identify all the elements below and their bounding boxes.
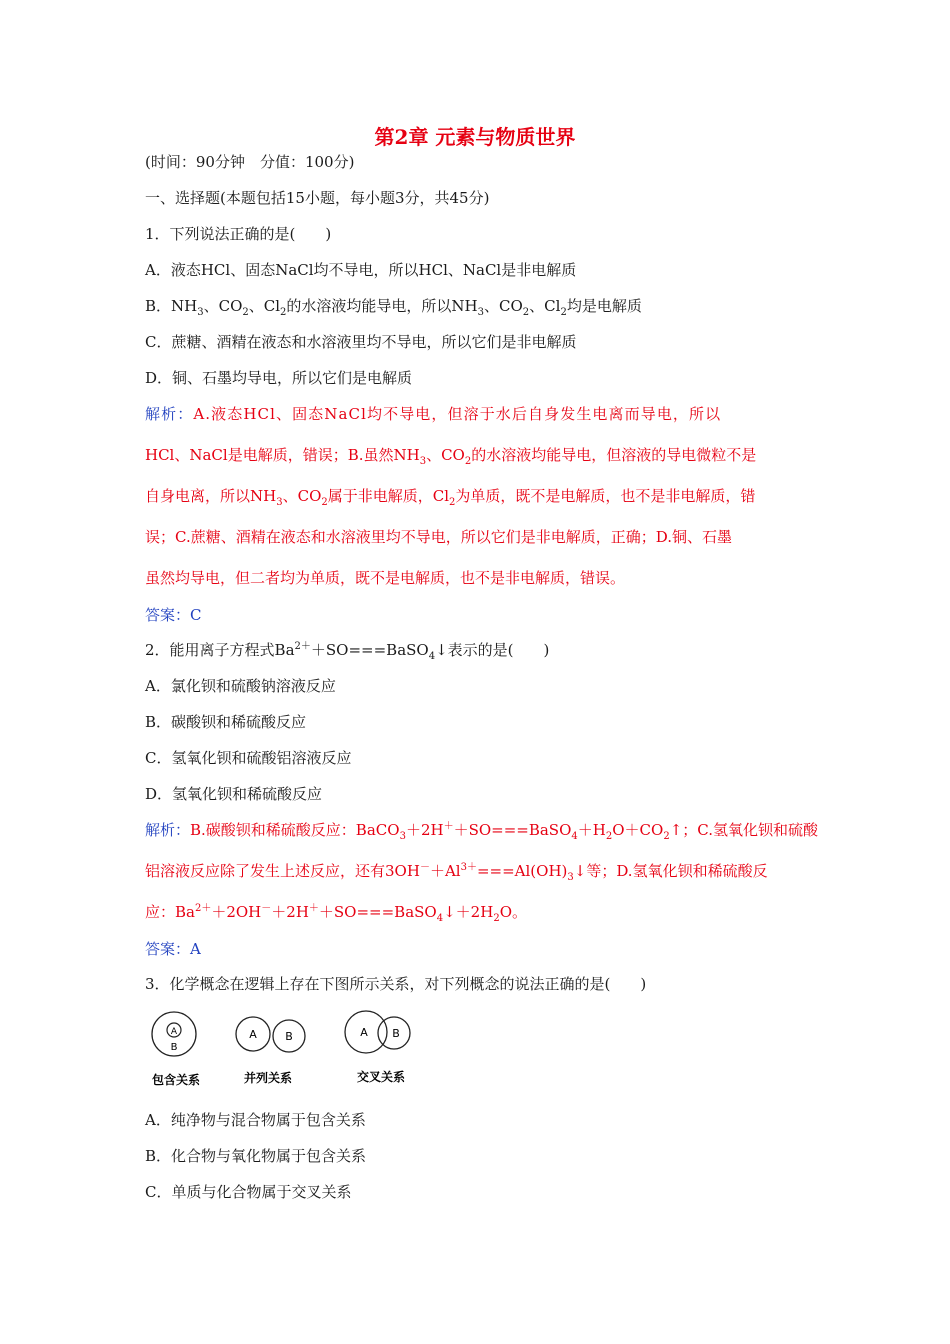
chapter-title: 第2章 元素与物质世界	[374, 125, 576, 149]
question-3-option-a: A．纯净物与混合物属于包含关系	[145, 1111, 366, 1129]
question-3-option-c: C．单质与化合物属于交叉关系	[145, 1183, 352, 1201]
explanation-label: 解析：	[145, 821, 191, 839]
question-1-option-c: C．蔗糖、酒精在液态和水溶液里均不导电，所以它们是非电解质	[145, 333, 577, 351]
caption-containment: 包含关系	[151, 1073, 201, 1087]
question-2-option-b: B．碳酸钡和稀硫酸反应	[145, 713, 307, 731]
question-2-option-d: D．氢氧化钡和稀硫酸反应	[145, 785, 323, 803]
concept-relation-figure	[140, 1008, 430, 1093]
section-heading: 一、选择题(本题包括15小题，每小题3分，共45分)	[145, 189, 490, 207]
question-1-explanation-line-5: 虽然均导电，但二者均为单质，既不是电解质，也不是非电解质，错误。	[145, 569, 626, 587]
question-2-explanation-line-3: 应：$Ba^{2+}+2OH^-+2H^++SO===BaSO_4↓+2H_2O$。	[145, 903, 527, 924]
question-1-option-d: D．铜、石墨均导电，所以它们是电解质	[145, 369, 413, 387]
question-2-explanation-line-1: 解析：B.碳酸钡和稀硫酸反应：$BaCO_3+2H^++SO===BaSO_4+H_2O+CO_2↑$；C.氢氧化钡和硫酸	[145, 821, 818, 842]
question-3-option-b: B．化合物与氧化物属于包含关系	[145, 1147, 367, 1165]
question-2-option-c: C．氢氧化钡和硫酸铝溶液反应	[145, 749, 352, 767]
parallel-label-a: A	[249, 1028, 257, 1041]
question-2-answer: 答案：A	[145, 940, 201, 958]
question-1-stem: 1．下列说法正确的是( )	[145, 225, 332, 243]
question-2-explanation-line-2: 铝溶液反应除了发生上述反应，还有$3OH^-+Al^{3+}===Al(OH)_3↓$等；D.氢氧化钡和稀硫酸反	[145, 862, 768, 883]
question-2-option-a: A．氯化钡和硫酸钠溶液反应	[145, 677, 336, 695]
question-1-explanation-line-3: 自身电离，所以$NH_3$、$CO_2$属于非电解质，$Cl_2$为单质，既不是电解质，也不是非电解质，错	[145, 487, 756, 508]
question-1-explanation-line-2: HCl、NaCl是电解质，错误；B.虽然$NH_3$、$CO_2$的水溶液均能导电，但溶液的导电微粒不是	[145, 446, 757, 467]
containment-label-b: B	[170, 1042, 178, 1053]
question-1-answer: 答案：C	[145, 606, 202, 624]
intersection-label-a: A	[360, 1026, 368, 1039]
containment-label-a: A	[170, 1027, 178, 1037]
exam-meta: (时间：90分钟 分值：100分)	[145, 153, 355, 171]
question-1-explanation-line-1: 解析：A.液态HCl、固态NaCl均不导电，但溶于水后自身发生电离而导电，所以	[145, 405, 722, 423]
question-2-stem: 2．能用离子方程式$Ba^{2+}+SO===BaSO_4↓$表示的是( )	[145, 641, 550, 662]
intersection-label-b: B	[392, 1027, 400, 1040]
caption-parallel: 并列关系	[243, 1071, 293, 1085]
parallel-label-b: B	[285, 1030, 293, 1043]
question-1-option-a: A．液态HCl、固态NaCl均不导电，所以HCl、NaCl是非电解质	[145, 261, 577, 279]
question-1-option-b: B．$NH_3$、$CO_2$、$Cl_2$的水溶液均能导电，所以$NH_3$、$CO_2$、$Cl_2$均是电解质	[145, 297, 642, 318]
question-1-explanation-line-4: 误；C.蔗糖、酒精在液态和水溶液里均不导电，所以它们是非电解质，正确；D.铜、石墨	[145, 528, 732, 546]
question-3-stem: 3．化学概念在逻辑上存在下图所示关系，对下列概念的说法正确的是( )	[145, 975, 647, 993]
caption-intersection: 交叉关系	[356, 1070, 406, 1084]
explanation-label: 解析：	[145, 405, 194, 423]
